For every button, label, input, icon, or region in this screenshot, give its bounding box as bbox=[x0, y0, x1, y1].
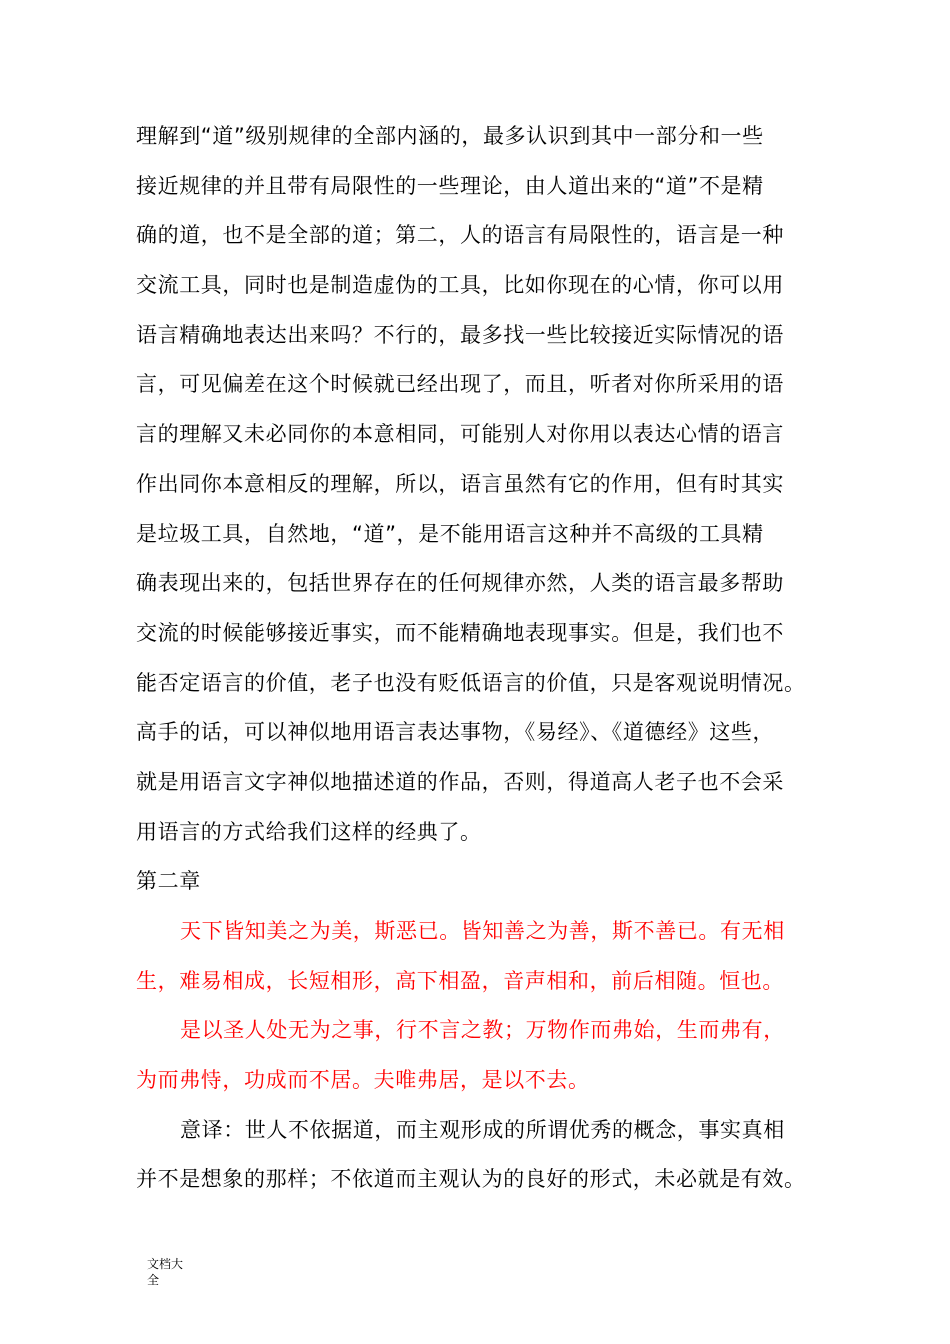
text-line: 就是用语言文字神似地描述道的作品，否则，得道高人老子也不会采 bbox=[136, 769, 784, 794]
text-line: 言，可见偏差在这个时候就已经出现了，而且，听者对你所采用的语 bbox=[136, 372, 784, 397]
text-line: 交流的时候能够接近事实，而不能精确地表现事实。但是，我们也不 bbox=[136, 620, 784, 645]
text-line: 高手的话，可以神似地用语言表达事物，《易经》、《道德经》这些， bbox=[136, 720, 775, 745]
translation-line: 并不是想象的那样；不依道而主观认为的良好的形式，未必就是有效。 bbox=[136, 1167, 806, 1192]
text-line: 交流工具，同时也是制造虚伪的工具，比如你现在的心情，你可以用 bbox=[136, 273, 784, 298]
text-line: 作出同你本意相反的理解，所以，语言虽然有它的作用，但有时其实 bbox=[136, 471, 784, 496]
text-line: 接近规律的并且带有局限性的一些理论，由人道出来的“道”不是精 bbox=[136, 173, 764, 198]
text-line: 确的道，也不是全部的道；第二，人的语言有局限性的，语言是一种 bbox=[136, 223, 784, 248]
scripture-line: 是以圣人处无为之事，行不言之教；万物作而弗始，生而弗有， bbox=[180, 1018, 785, 1043]
body-text bbox=[136, 112, 836, 1205]
text-line: 理解到“道”级别规律的全部内涵的，最多认识到其中一部分和一些 bbox=[136, 124, 764, 148]
text-line: 语言精确地表达出来吗？不行的，最多找一些比较接近实际情况的语 bbox=[136, 322, 784, 347]
text-line: 用语言的方式给我们这样的经典了。 bbox=[136, 819, 482, 844]
footer-line-2: 全 bbox=[147, 1273, 160, 1287]
text-line: 确表现出来的，包括世界存在的任何规律亦然，人类的语言最多帮助 bbox=[136, 571, 784, 596]
text-line: 能否定语言的价值，老子也没有贬低语言的价值，只是客观说明情况。 bbox=[136, 670, 806, 695]
scripture-line: 为而弗恃，功成而不居。夫唯弗居，是以不去。 bbox=[136, 1068, 590, 1093]
text-line: 是垃圾工具，自然地，“道”，是不能用语言这种并不高级的工具精 bbox=[136, 521, 764, 546]
scripture-line: 生，难易相成，长短相形，高下相盈，音声相和，前后相随。恒也。 bbox=[136, 968, 784, 993]
scripture-line: 天下皆知美之为美，斯恶已。皆知善之为善，斯不善已。有无相 bbox=[180, 919, 785, 943]
footer-line-1: 文档大 bbox=[147, 1257, 184, 1271]
footer-watermark bbox=[147, 1256, 183, 1288]
text-line: 言的理解又未必同你的本意相同，可能别人对你用以表达心情的语言 bbox=[136, 422, 784, 447]
chapter-heading: 第二章 bbox=[136, 869, 201, 894]
translation-line: 意译：世人不依据道，而主观形成的所谓优秀的概念，事实真相 bbox=[180, 1117, 785, 1142]
